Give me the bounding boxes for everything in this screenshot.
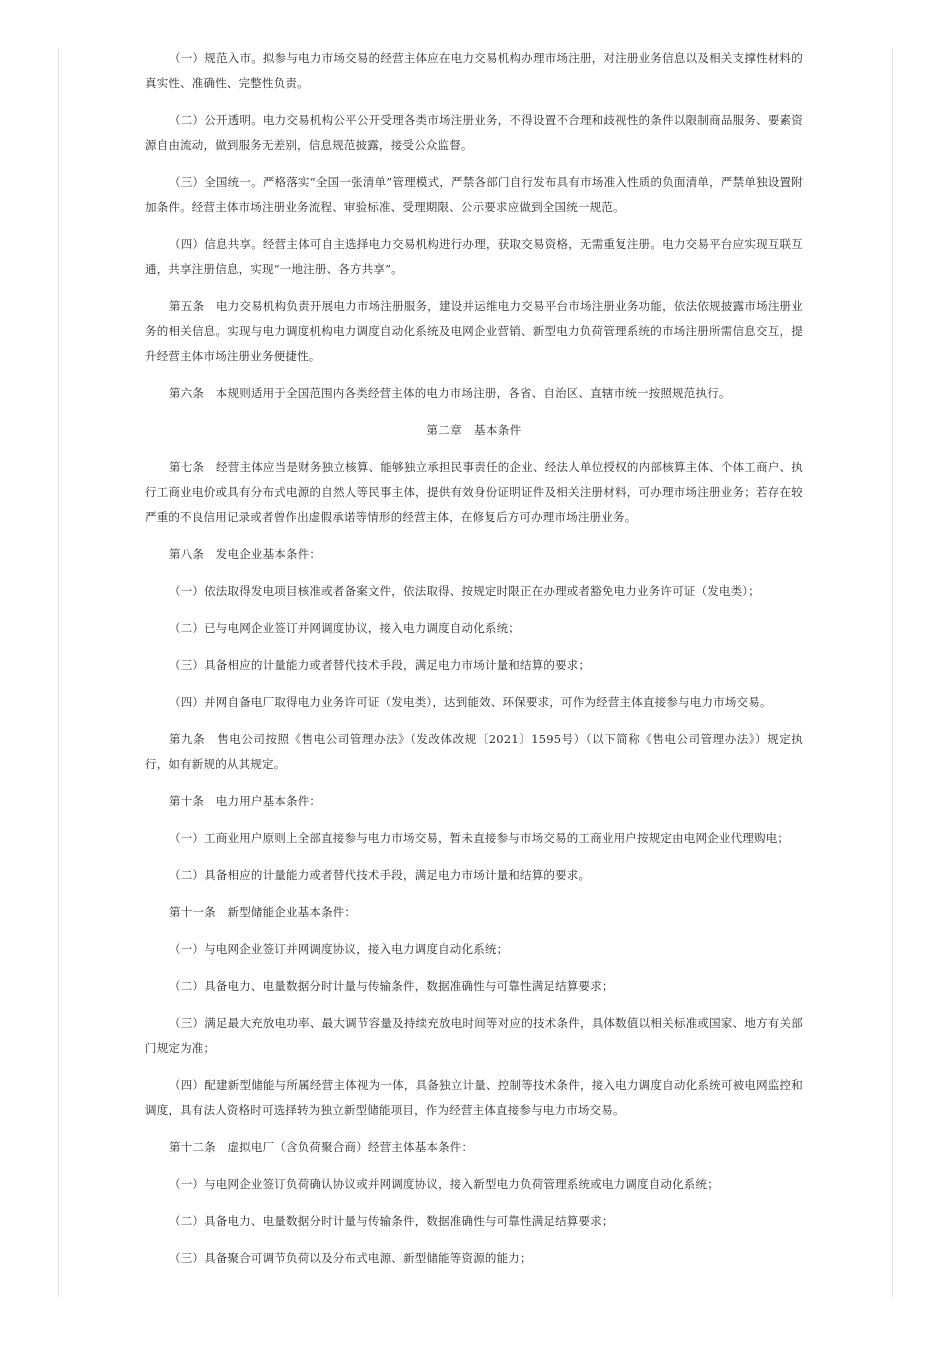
clause-2-transparency: （二）公开透明。电力交易机构公平公开受理各类市场注册业务，不得设置不合理和歧视性的条件以限制商品服务、要素资源自由流动，做到服务无差别，信息规范披露，接受公众监督。 (145, 113, 803, 152)
article-12: 第十二条 虚拟电厂（含负荷聚合商）经营主体基本条件： (169, 1140, 474, 1154)
clause-4-information-sharing: （四）信息共享。经营主体可自主选择电力交易机构进行办理，获取交易资格，无需重复注册。电力交易平台应实现互联互通，共享注册信息，实现“一地注册、各方共享”。 (145, 237, 803, 276)
article-10-item-2: （二）具备相应的计量能力或者替代技术手段，满足电力市场计量和结算的要求。 (169, 868, 591, 882)
article-12-item-2: （二）具备电力、电量数据分时计量与传输条件，数据准确性与可靠性满足结算要求； (169, 1214, 614, 1228)
document-body (145, 46, 803, 1271)
article-11: 第十一条 新型储能企业基本条件： (169, 905, 357, 919)
article-8-item-1: （一）依法取得发电项目核准或者备案文件，依法取得、按规定时限正在办理或者豁免电力业务许可证（发电类）； (169, 584, 760, 598)
article-11-item-4: （四）配建新型储能与所属经营主体视为一体，具备独立计量、控制等技术条件，接入电力调度自动化系统可被电网监控和调度，具有法人资格时可选择转为独立新型储能项目，作为经营主体直接参与电力市场交易。 (145, 1078, 803, 1117)
article-6: 第六条 本规则适用于全国范围内各类经营主体的电力市场注册，各省、自治区、直辖市统一按照规范执行。 (169, 386, 731, 400)
article-8: 第八条 发电企业基本条件： (169, 547, 322, 561)
article-7: 第七条 经营主体应当是财务独立核算、能够独立承担民事责任的企业、经法人单位授权的内部核算主体、个体工商户、执行工商业电价或具有分布式电源的自然人等民事主体，提供有效身份证明证件及相关注册材料，可办理市场注册业务；若存在较严重的不良信用记录或者曾作出虚假承诺等情形的经营主体，在修复后方可办理市场注册业务。 (145, 460, 803, 524)
page-right-border (892, 48, 893, 1297)
article-11-item-2: （二）具备电力、电量数据分时计量与传输条件，数据准确性与可靠性满足结算要求； (169, 979, 614, 993)
article-8-item-3: （三）具备相应的计量能力或者替代技术手段，满足电力市场计量和结算的要求； (169, 658, 591, 672)
article-8-item-2: （二）已与电网企业签订并网调度协议，接入电力调度自动化系统； (169, 621, 520, 635)
article-11-item-3: （三）满足最大充放电功率、最大调节容量及持续充放电时间等对应的技术条件，具体数值以相关标准或国家、地方有关部门规定为准； (145, 1016, 803, 1055)
chapter-heading: 第二章 基本条件 (426, 423, 522, 437)
article-10-item-1: （一）工商业用户原则上全部直接参与电力市场交易，暂未直接参与市场交易的工商业用户按规定由电网企业代理购电； (169, 831, 790, 845)
article-12-item-1: （一）与电网企业签订负荷确认协议或并网调度协议，接入新型电力负荷管理系统或电力调度自动化系统； (169, 1177, 719, 1191)
clause-1-regulated-entry: （一）规范入市。拟参与电力市场交易的经营主体应在电力交易机构办理市场注册，对注册业务信息以及相关支撑性材料的真实性、准确性、完整性负责。 (145, 51, 803, 90)
article-12-item-3: （三）具备聚合可调节负荷以及分布式电源、新型储能等资源的能力； (169, 1251, 532, 1265)
clause-3-national-unity: （三）全国统一。严格落实“全国一张清单”管理模式，严禁各部门自行发布具有市场准入性质的负面清单，严禁单独设置附加条件。经营主体市场注册业务流程、审验标准、受理期限、公示要求应做到全国统一规范。 (145, 175, 803, 214)
page-left-border (58, 48, 59, 1297)
article-10: 第十条 电力用户基本条件： (169, 794, 322, 808)
article-9: 第九条 售电公司按照《售电公司管理办法》（发改体改规〔2021〕1595号）（以下简称《售电公司管理办法》）规定执行，如有新规的从其规定。 (145, 732, 803, 771)
article-11-item-1: （一）与电网企业签订并网调度协议，接入电力调度自动化系统； (169, 942, 509, 956)
article-5: 第五条 电力交易机构负责开展电力市场注册服务，建设并运维电力交易平台市场注册业务功能，依法依规披露市场注册业务的相关信息。实现与电力调度机构电力调度自动化系统及电网企业营销、新型电力负荷管理系统的市场注册所需信息交互，提升经营主体市场注册业务便捷性。 (145, 299, 803, 363)
article-8-item-4: （四）并网自备电厂取得电力业务许可证（发电类），达到能效、环保要求，可作为经营主体直接参与电力市场交易。 (169, 695, 772, 709)
